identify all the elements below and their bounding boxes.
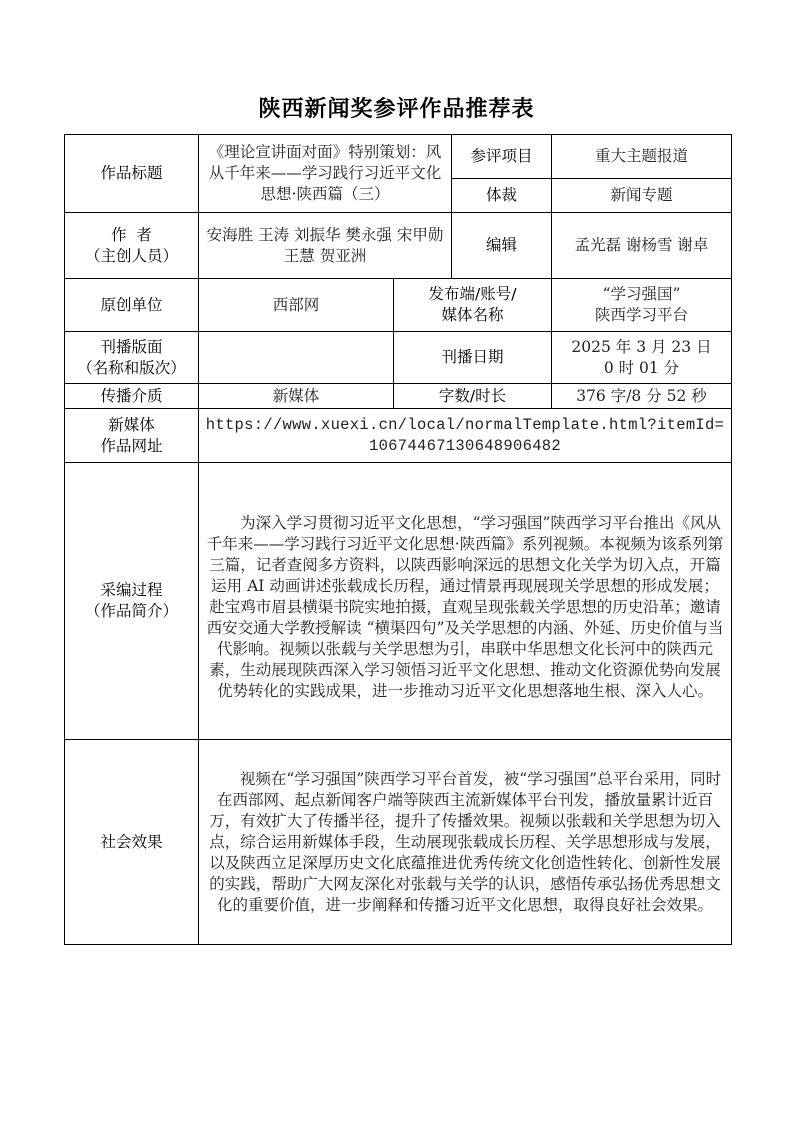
- process-text: [199, 463, 732, 740]
- row-social-effect: [65, 740, 732, 945]
- publisher-value-line1: “学习强国”: [602, 285, 681, 303]
- medium-label: 传播介质: [65, 384, 199, 409]
- original-unit-label: 原创单位: [65, 279, 199, 332]
- authors-label-line2: （主创人员）: [84, 246, 178, 265]
- process-label-line1: 采编过程: [100, 581, 163, 599]
- row-layout: [65, 332, 732, 384]
- authors-label-line1: 作 者: [111, 225, 152, 244]
- publish-date-value: [552, 332, 732, 384]
- publisher-label: [394, 279, 552, 332]
- category-label: 参评项目: [452, 135, 552, 179]
- social-effect-text: [199, 740, 732, 945]
- row-process: [65, 463, 732, 740]
- original-unit-value: 西部网: [199, 279, 394, 332]
- layout-label-line1: 刊播版面: [100, 337, 163, 356]
- length-value: 376 字/8 分 52 秒: [552, 384, 732, 409]
- work-url-link[interactable]: https://www.xuexi.cn/local/normalTemplate.html?itemId=10674467130648906482: [199, 409, 732, 463]
- editors-value: 孟光磊 谢杨雪 谢卓: [552, 213, 732, 279]
- length-label: 字数/时长: [394, 384, 552, 409]
- publish-date-line2: 0 时 01 分: [603, 358, 680, 377]
- authors-label: [65, 213, 199, 279]
- row-url: [65, 409, 732, 463]
- process-paragraph: 为深入学习贯彻习近平文化思想，“学习强国”陕西学习平台推出《风从千年来——学习践行习近平文化思想·陕西篇》系列视频。本视频为该系列第三篇，记者查阅多方资料，以陕西影响深远的思想文化关学为切入点，开篇运用 AI 动画讲述张载成长历程，通过情景再现展现关学思想的形成发展；赴宝鸡市眉县横渠书院实地拍摄，直观呈现张载关学思想的历史沿革；邀请西安交通大学教授解读 “横渠四句”及关学思想的内涵、外延、历史价值与当代影响。视频以张载与关学思想为引，串联中华思想文化长河中的陕西元素，生动展现陕西深入学习领悟习近平文化思想、推动文化资源优势向发展优势转化的实践成果，进一步推动习近平文化思想落地生根、深入人心。: [206, 513, 724, 700]
- row-medium: [65, 384, 732, 409]
- social-effect-paragraph: 视频在“学习强国”陕西学习平台首发，被“学习强国”总平台采用，同时在西部网、起点新闻客户端等陕西主流新媒体平台刊发，播放量累计近百万，有效扩大了传播半径，提升了传播效果。视频以张载和关学思想为切入点，综合运用新媒体手段，生动展现张载成长历程、关学思想形成与发展，以及陕西立足深厚历史文化底蕴推进优秀传统文化创造性转化、创新性发展的实践，帮助广大网友深化对张载与关学的认识，感悟传承弘扬优秀思想文化的重要价值，进一步阐释和传播习近平文化思想，取得良好社会效果。: [209, 770, 722, 914]
- publisher-label-line1: 发布端/账号/: [428, 285, 517, 303]
- url-label-line1: 新媒体: [108, 415, 155, 434]
- row-work-title: [65, 135, 732, 179]
- medium-value: 新媒体: [199, 384, 394, 409]
- work-title-label: 作品标题: [65, 135, 199, 213]
- process-label-line2: （作品简介）: [84, 602, 178, 620]
- url-label-line2: 作品网址: [100, 436, 163, 455]
- authors-value: 安海胜 王涛 刘振华 樊永强 宋甲勋 王慧 贺亚洲: [199, 213, 452, 279]
- row-authors: [65, 213, 732, 279]
- genre-label: 体裁: [452, 179, 552, 213]
- layout-value: [199, 332, 394, 384]
- publish-date-label: 刊播日期: [394, 332, 552, 384]
- category-value: 重大主题报道: [552, 135, 732, 179]
- layout-label: [65, 332, 199, 384]
- publisher-label-line2: 媒体名称: [441, 306, 504, 324]
- layout-label-line2: （名称和版次）: [77, 358, 186, 377]
- editors-label: 编辑: [452, 213, 552, 279]
- social-effect-label: 社会效果: [65, 740, 199, 945]
- publish-date-line1: 2025 年 3 月 23 日: [571, 337, 712, 356]
- page-title: 陕西新闻奖参评作品推荐表: [258, 97, 535, 122]
- row-original-unit: [65, 279, 732, 332]
- recommendation-form-table: [64, 134, 732, 945]
- work-title-value: 《理论宣讲面对面》特别策划：风从千年来——学习践行习近平文化思想·陕西篇（三）: [199, 135, 452, 213]
- genre-value: 新闻专题: [552, 179, 732, 213]
- process-label: [65, 463, 199, 740]
- publisher-value-line2: 陕西学习平台: [594, 306, 688, 324]
- publisher-value: [552, 279, 732, 332]
- url-label: [65, 409, 199, 463]
